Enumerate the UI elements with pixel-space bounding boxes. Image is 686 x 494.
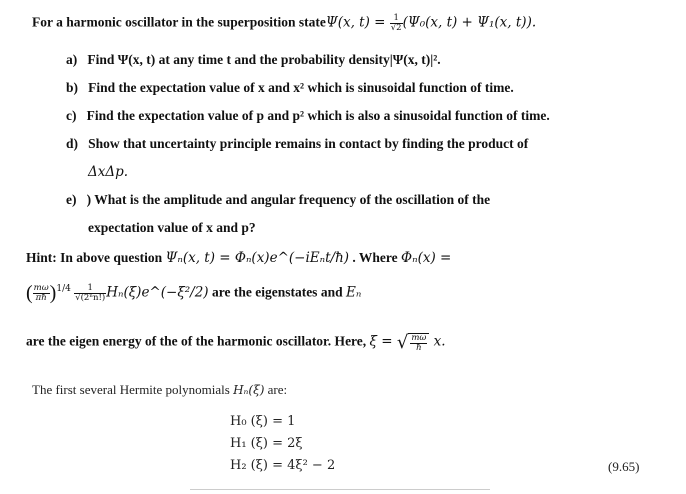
part-e-label: e): [66, 192, 77, 207]
pre-exponent: 1/4: [56, 284, 71, 295]
hint-psi-def: Ψₙ(x, t) = Φₙ(x)e^(−iEₙt/ħ): [165, 250, 350, 266]
part-d-text: Show that uncertainty principle remains in contact by finding the product of: [88, 136, 529, 151]
bottom-divider: [190, 489, 490, 490]
xi-lhs: ξ =: [369, 333, 397, 350]
pre-frac-den: πħ: [35, 293, 47, 303]
part-d: [66, 136, 528, 152]
hint-en: Eₙ: [345, 284, 362, 301]
hermite-intro: [32, 382, 287, 398]
state-fraction: [390, 14, 403, 33]
pre-frac-num: mω: [33, 283, 49, 293]
part-b-label: b): [66, 80, 79, 95]
state-lhs: Ψ(x, t) =: [325, 14, 390, 31]
paren-close: ): [49, 282, 57, 304]
part-b-text: Find the expectation value of x and x² which is sinusoidal function of time.: [88, 80, 514, 95]
norm-fraction: [74, 284, 106, 303]
part-c-text: Find the expectation value of p and p² which is also a sinusoidal function of time.: [86, 108, 550, 123]
part-e-text: ) What is the amplitude and angular frequency of the oscillation of the: [86, 192, 491, 207]
hermite-eq-1: H₁ (ξ) = 2ξ: [230, 436, 303, 451]
norm-frac-num: 1: [74, 284, 106, 294]
part-a-label: a): [66, 52, 78, 67]
hint-eigenstates-text: are the eigenstates and: [208, 284, 346, 300]
part-d-label: d): [66, 136, 79, 151]
part-e: [66, 192, 490, 208]
hermite-gauss: Hₙ(ξ)e^(−ξ²/2): [106, 284, 209, 301]
part-c: [66, 108, 550, 124]
equation-number: (9.65): [608, 459, 640, 474]
hint-line-1: [26, 250, 451, 266]
pre-fraction: [33, 284, 50, 303]
problem-intro-text: For a harmonic oscillator in the superposition state: [32, 14, 326, 30]
hint-line-2: [26, 282, 361, 305]
hint-line-3: [26, 332, 446, 353]
xi-tail: x.: [429, 333, 446, 350]
hint-phi-lhs: Φₙ(x) =: [401, 250, 452, 266]
hermite-eq-0: H₀ (ξ) = 1: [230, 414, 296, 429]
part-e-cont: [88, 220, 256, 236]
part-b: [66, 80, 514, 96]
xi-frac-num: mω: [411, 332, 427, 343]
state-frac-num: 1: [390, 14, 403, 24]
part-a-text: Find Ψ(x, t) at any time t and the probability density|Ψ(x, t)|².: [87, 52, 441, 67]
hermite-eq-2: H₂ (ξ) = 4ξ² − 2: [230, 458, 336, 473]
part-c-label: c): [66, 108, 77, 123]
sqrt-sign: √: [396, 332, 409, 353]
hermite-intro-text: The first several Hermite polynomials: [32, 382, 234, 397]
xi-frac-den: ħ: [416, 342, 422, 353]
part-d-cont-text: ΔxΔp.: [88, 164, 129, 180]
sqrt-body: [408, 333, 429, 353]
hint-label: Hint: In above question: [26, 250, 166, 265]
hermite-intro-math: Hₙ(ξ): [233, 383, 265, 397]
state-frac-den: √2: [390, 23, 402, 33]
part-e-cont-text: expectation value of x and p?: [88, 220, 256, 235]
hint-eigen-energy-text: are the eigen energy of the of the harmonic oscillator. Here,: [26, 333, 370, 349]
state-rhs: (Ψ₀(x, t) + Ψ₁(x, t)).: [402, 14, 537, 31]
hint-where: . Where: [352, 250, 402, 265]
problem-intro: [32, 14, 536, 33]
paren-open: (: [26, 282, 33, 304]
part-a: [66, 52, 441, 68]
part-d-cont: [88, 164, 128, 180]
xi-fraction: [410, 334, 427, 353]
hermite-intro-tail: are:: [264, 382, 288, 397]
norm-frac-den: √(2ⁿn!): [75, 293, 106, 303]
